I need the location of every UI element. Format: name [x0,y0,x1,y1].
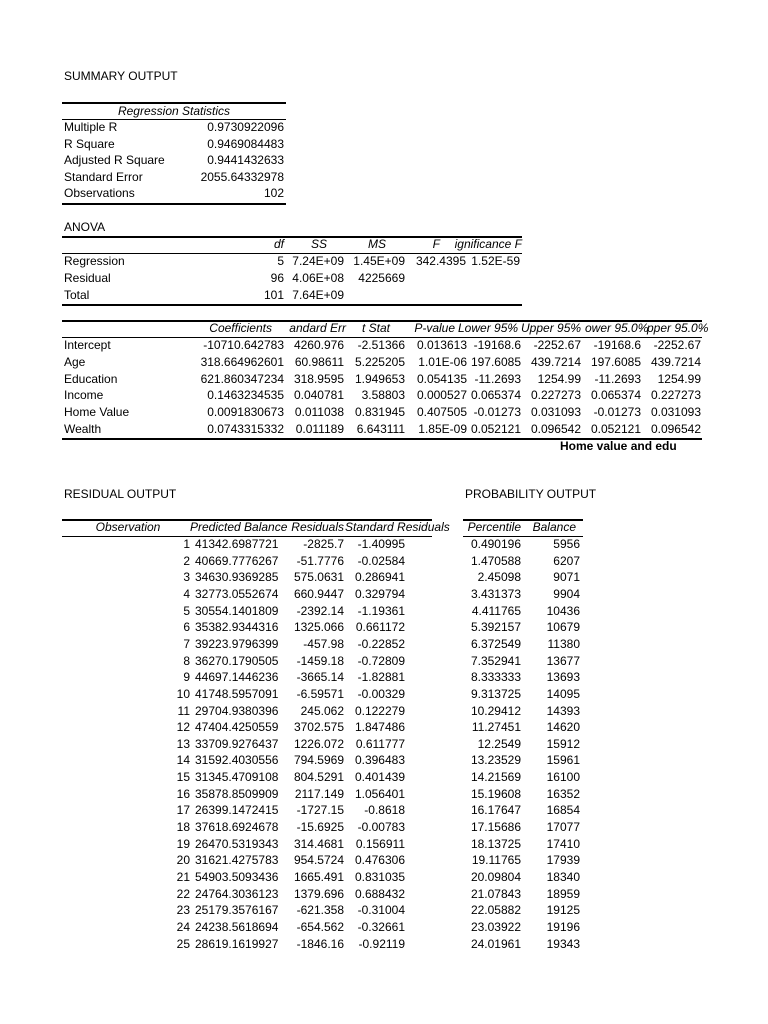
probability-balance: 9071 [553,570,580,585]
residual-observation: 17 [176,803,190,818]
probability-percentile: 3.431373 [470,586,521,601]
residual-col-header: Standard Residuals [345,520,450,534]
residual-observation: 4 [183,586,190,601]
residual-value: 1226.072 [293,736,344,751]
coef-cell: 3.58803 [361,388,405,403]
residual-observation: 9 [183,670,190,685]
probability-percentile: 22.05882 [470,903,521,918]
coef-cell: -2252.67 [653,338,701,352]
residual-predicted: 32773.0552674 [195,586,279,601]
anova-cell: 96 [270,271,284,285]
coef-cell: -2.51366 [357,338,405,352]
summary-title: SUMMARY OUTPUT [64,69,178,83]
coef-cell: 621.860347234 [200,371,284,386]
residual-observation: 12 [176,720,190,735]
residual-predicted: 47404.4250559 [195,720,279,735]
probability-title: PROBABILITY OUTPUT [465,487,597,501]
residual-observation: 18 [176,820,190,835]
residual-predicted: 44697.1446236 [195,670,279,685]
residual-observation: 25 [176,936,190,951]
residual-predicted: 30554.1401809 [195,603,279,618]
coef-cell: -0.01273 [473,405,521,420]
coef-cell: 0.407505 [416,405,467,420]
residual-predicted: 31621.4275783 [195,853,279,868]
residual-value: 314.4681 [293,836,344,851]
coef-cell: 0.031093 [530,405,581,420]
anova-row-label: Residual [64,271,111,285]
residual-predicted: 26470.5319343 [195,836,279,851]
residual-value: -654.562 [296,919,344,934]
coef-cell: 197.6085 [470,354,521,369]
residual-col-header: Observation [95,520,161,534]
residual-observation: 1 [183,537,190,551]
probability-percentile: 17.15686 [470,820,521,835]
probability-percentile: 8.333333 [470,670,521,685]
residual-standard: -0.8618 [364,803,405,818]
probability-percentile: 12.2549 [477,736,521,751]
coef-col-header: Lower 95% [458,321,519,335]
coef-cell: 0.031093 [650,405,701,420]
probability-percentile: 20.09804 [470,870,521,884]
coef-cell: 0.013613 [416,338,467,352]
probability-percentile: 11.27451 [471,720,521,735]
residual-predicted: 34630.9369285 [195,570,279,585]
residual-standard: 0.611777 [355,736,405,751]
residual-observation: 5 [183,603,190,618]
residual-predicted: 31345.4709108 [195,770,279,785]
residual-standard: 0.286941 [354,570,405,585]
probability-percentile: 4.411765 [471,603,521,618]
probability-balance: 18959 [546,886,580,901]
coef-cell: 439.7214 [650,354,701,369]
probability-percentile: 10.29412 [470,703,521,718]
anova-col-header: F [432,237,440,251]
probability-balance: 16352 [546,786,580,801]
coef-row-label: Age [64,354,86,369]
coef-row-label: Intercept [64,338,111,352]
probability-balance: 17077 [546,820,580,835]
anova-col-header: df [273,237,284,251]
probability-percentile: 21.07843 [470,886,521,901]
probability-balance: 9904 [553,586,580,601]
regstats-bottom-rule [62,203,286,205]
coef-cell: 0.0091830673 [207,405,284,420]
residual-value: 1379.696 [293,886,344,901]
probability-percentile: 18.13725 [470,836,521,851]
residual-observation: 19 [176,836,190,851]
coef-cell: 197.6085 [590,354,641,369]
coef-cell: 0.1463234535 [207,388,284,403]
coef-cell: -19168.6 [473,338,521,352]
residual-predicted: 39223.9796399 [195,636,279,651]
coef-cell: 0.227273 [650,388,701,403]
residual-value: 954.5724 [293,853,344,868]
residual-predicted: 35382.9344316 [195,620,279,635]
coef-cell: 0.0743315332 [207,422,284,436]
regstats-value: 0.9730922096 [207,120,284,134]
anova-cell: 5 [277,254,284,268]
coef-cell: 1254.99 [657,371,701,386]
coef-cell: -10710.642783 [203,338,284,352]
probability-balance: 13677 [546,653,580,668]
anova-cell [345,287,405,304]
residual-standard: -1.40995 [357,537,405,551]
probability-balance: 15961 [546,753,580,768]
residual-value: 575.0631 [293,570,344,585]
probability-balance: 13693 [546,670,580,685]
coef-cell: 4260.976 [293,338,344,352]
coef-col-header: ower 95.0% [585,321,649,335]
probability-percentile: 15.19608 [470,786,521,801]
probability-balance: 6207 [553,553,580,568]
residual-observation: 13 [176,736,190,751]
coef-col-header: Upper 95% [521,321,582,335]
anova-title: ANOVA [64,220,106,234]
anova-cell [408,287,466,304]
residual-observation: 10 [176,686,190,701]
residual-predicted: 26399.1472415 [195,803,279,818]
probability-percentile: 24.01961 [470,936,521,951]
residual-value: -3665.14 [296,670,344,685]
coef-cell: 1.01E-06 [418,354,467,369]
residual-standard: -0.32661 [357,919,405,934]
coef-cell: 1.949653 [354,371,405,386]
residual-predicted: 31592.4030556 [195,753,279,768]
residual-standard: -0.92119 [358,936,405,951]
coef-col-header: t Stat [361,321,390,335]
anova-row-label: Total [64,288,90,302]
probability-balance: 5956 [553,537,580,551]
residual-observation: 15 [176,770,190,785]
regstats-value: 102 [263,186,284,201]
residual-predicted: 29704.9380396 [195,703,279,718]
anova-bottom-rule [62,304,522,306]
probability-percentile: 2.45098 [477,570,521,585]
coef-cell: 60.98611 [294,354,344,369]
coef-col-header: pper 95.0% [647,321,709,335]
anova-cell: 342.4395 [415,254,466,268]
probability-percentile: 6.372549 [470,636,521,651]
residual-value: 794.5969 [293,753,344,768]
coef-row-label: Home Value [64,405,130,420]
residual-observation: 6 [183,620,190,635]
regstats-value: 0.9469084483 [207,136,284,151]
residual-standard: 0.401439 [354,770,405,785]
residual-observation: 20 [176,853,190,868]
regstats-label: Adjusted R Square [64,153,165,168]
residual-value: -51.7776 [296,553,344,568]
coef-cell: 0.052121 [470,422,521,436]
coef-cell: 5.225205 [354,354,405,369]
coef-cell: 0.831945 [354,405,405,420]
residual-value: -6.59571 [296,686,344,701]
anova-col-header: MS [368,237,386,251]
anova-cell: 7.24E+09 [292,254,344,268]
coef-cell: 439.7214 [530,354,581,369]
probability-col-header: Balance [532,520,576,534]
residual-predicted: 40669.7776267 [195,553,279,568]
residual-standard: 0.122279 [354,703,405,718]
residual-observation: 7 [183,636,190,651]
residual-observation: 8 [183,653,190,668]
coef-cell: 1254.99 [537,371,581,386]
residual-value: 804.5291 [293,770,344,785]
coef-cell: 0.052121 [590,422,641,436]
coef-cell: 0.011038 [294,405,344,420]
residual-standard: -0.02584 [357,553,405,568]
probability-balance: 10679 [546,620,580,635]
residual-standard: -0.31004 [357,903,405,918]
probability-percentile: 19.11765 [471,853,521,868]
residual-observation: 23 [176,903,190,918]
residual-value: -621.358 [296,903,344,918]
residual-standard: 0.688432 [354,886,405,901]
residual-col-header: Predicted Balance [190,520,288,534]
residual-predicted: 28619.1619927 [195,936,279,951]
anova-col-header: SS [310,237,327,251]
residual-standard: 0.329794 [354,586,405,601]
residual-value: 2117.149 [294,786,344,801]
probability-balance: 16854 [546,803,580,818]
probability-percentile: 9.313725 [470,686,521,701]
probability-percentile: 5.392157 [470,620,521,635]
coef-col-header: P-value [414,321,455,335]
residual-observation: 11 [177,703,190,718]
probability-percentile: 0.490196 [470,537,521,551]
coef-cell: 0.096542 [650,422,701,436]
probability-percentile: 7.352941 [470,653,521,668]
probability-col-header: Percentile [467,520,521,534]
probability-balance: 15912 [546,736,580,751]
residual-standard: -1.19361 [357,603,405,618]
anova-row-label: Regression [64,254,125,268]
residual-predicted: 41342.6987721 [195,537,279,551]
probability-balance: 18340 [546,870,580,884]
coef-cell: 0.065374 [470,388,521,403]
residual-standard: 1.056401 [354,786,405,801]
anova-cell: 1.52E-59 [471,254,520,268]
anova-cell: 4225669 [358,271,405,285]
regstats-label: R Square [64,136,115,151]
residual-value: 3702.575 [293,720,344,735]
probability-percentile: 13.23529 [470,753,521,768]
coef-cell: -0.01273 [593,405,641,420]
coef-cell: 0.096542 [530,422,581,436]
residual-predicted: 33709.9276437 [195,736,279,751]
residual-predicted: 37618.6924678 [195,820,279,835]
residual-value: -1727.15 [296,803,344,818]
probability-balance: 16100 [546,770,580,785]
regstats-value: 0.9441432633 [207,153,284,168]
probability-balance: 14393 [546,703,580,718]
residual-observation: 14 [176,753,190,768]
anova-cell: 1.45E+09 [353,254,405,268]
residual-value: 660.9447 [293,586,344,601]
coef-cell: 0.040781 [293,388,344,403]
probability-balance: 19196 [546,919,580,934]
residual-predicted: 41748.5957091 [195,686,279,701]
residual-value: -15.6925 [296,820,344,835]
residual-value: 1325.066 [293,620,344,635]
residual-value: -457.98 [303,636,344,651]
coef-cell: -2252.67 [533,338,581,352]
residual-standard: 0.476306 [354,853,405,868]
residual-observation: 24 [176,919,190,934]
coef-row-label: Wealth [64,422,102,436]
coef-col-header: Coefficients [209,321,272,335]
probability-balance: 17410 [546,836,580,851]
coef-col-header: andard Err [289,321,346,335]
probability-balance: 11380 [547,636,580,651]
coef-cell: 0.054135 [416,371,467,386]
residual-col-header: Residuals [291,520,344,534]
anova-cell [468,287,520,304]
residual-predicted: 24238.5618694 [195,919,279,934]
probability-balance: 10436 [546,603,580,618]
residual-value: 245.062 [300,703,344,718]
anova-cell: 7.64E+09 [292,288,344,302]
residual-value: -2392.14 [296,603,344,618]
anova-cell [468,270,520,287]
anova-cell: 101 [263,288,284,302]
residual-value: -1846.16 [296,936,344,951]
residual-observation: 16 [176,786,190,801]
probability-balance: 17939 [546,853,580,868]
coef-cell: 0.011189 [295,422,344,436]
residual-standard: -1.82881 [357,670,405,685]
regstats-header: Regression Statistics [117,104,231,118]
residual-value: 1665.491 [293,870,344,884]
anova-cell [408,270,466,287]
residual-standard: -0.72809 [357,653,405,668]
coef-cell: 1.85E-09 [418,422,467,436]
residual-observation: 2 [183,553,190,568]
residual-predicted: 54903.5093436 [195,870,279,884]
residual-observation: 21 [176,870,190,884]
probability-balance: 14620 [546,720,580,735]
coef-cell: 6.643111 [356,422,405,436]
coef-cell: 318.9595 [293,371,344,386]
coef-cell: 0.000527 [416,388,467,403]
residual-standard: 0.661172 [355,620,405,635]
coef-cell: 318.664962601 [200,354,284,369]
coef-row-label: Income [64,388,104,403]
probability-percentile: 1.470588 [470,553,521,568]
residual-standard: -0.00783 [357,820,405,835]
coef-cell: -11.2693 [474,371,521,386]
regstats-label: Standard Error [64,169,143,184]
probability-percentile: 23.03922 [470,919,521,934]
residual-title: RESIDUAL OUTPUT [64,487,177,501]
anova-cell: 4.06E+08 [292,271,344,285]
residual-standard: 0.156911 [355,836,405,851]
residual-value: -1459.18 [296,653,344,668]
probability-percentile: 16.17647 [470,803,521,818]
residual-standard: 0.396483 [354,753,405,768]
probability-percentile: 14.21569 [470,770,521,785]
residual-predicted: 35878.8509909 [195,786,279,801]
probability-balance: 19125 [546,903,580,918]
regstats-value: 2055.64332978 [200,169,284,184]
residual-predicted: 24764.3036123 [195,886,279,901]
residual-predicted: 25179.3576167 [195,903,279,918]
residual-value: -2825.7 [303,537,344,551]
residual-observation: 22 [176,886,190,901]
coef-row-label: Education [64,371,118,386]
coef-cell: 0.065374 [590,388,641,403]
residual-predicted: 36270.1790505 [195,653,279,668]
residual-standard: 0.831035 [354,870,405,884]
coef-cell: -11.2693 [594,371,641,386]
residual-standard: -0.00329 [357,686,405,701]
coef-cell: -19168.6 [593,338,641,352]
anova-col-header: ignificance F [454,237,522,251]
residual-standard: 1.847486 [354,720,405,735]
probability-balance: 19343 [546,936,580,951]
residual-observation: 3 [183,570,190,585]
coef-cell: 0.227273 [530,388,581,403]
regstats-label: Observations [64,186,135,201]
regstats-label: Multiple R [64,120,118,134]
probability-balance: 14095 [546,686,580,701]
residual-standard: -0.22852 [357,636,405,651]
coef-note: Home value and edu [560,439,677,453]
